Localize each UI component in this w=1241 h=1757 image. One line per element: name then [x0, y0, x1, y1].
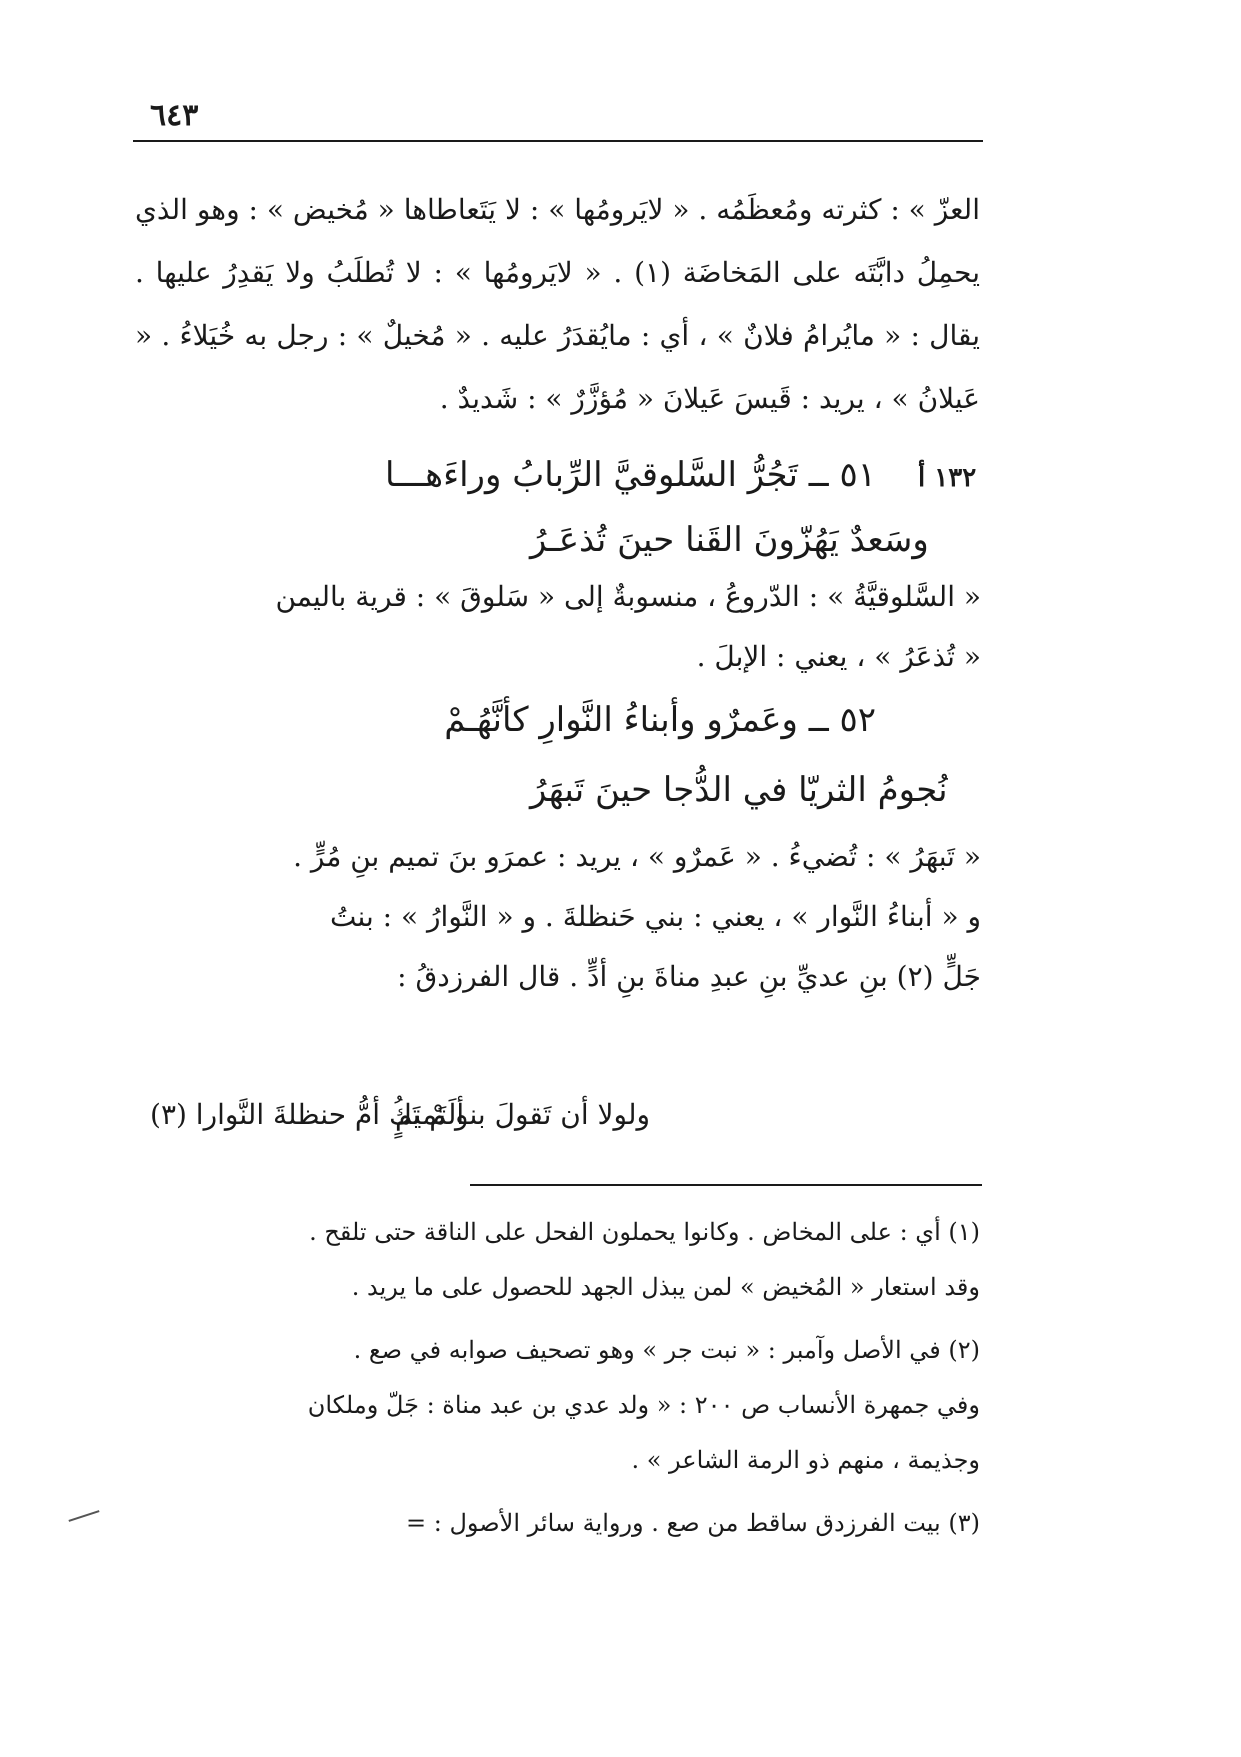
footnote-3: [150, 1496, 980, 1551]
quoted-verse-first-hemistich: ولولا أن تَقولَ بنو تَميمٍ: [395, 1098, 650, 1131]
commentary-52-line: جَلٍّ (٢) بنِ عديِّ بنِ عبدِ مناةَ بنِ أدٍّ . قال الفرزدقُ :: [397, 960, 981, 993]
scan-mark: [68, 1510, 99, 1522]
footnote-rule: [470, 1184, 982, 1186]
footnote-2: [150, 1323, 980, 1488]
manuscript-folio-marker: ١٣٢ أ: [918, 463, 977, 493]
verse-52-first-hemistich: ٥٢ ــ وعَمرٌو وأبناءُ النَّوارِ كأنَّهُـمْ: [444, 700, 876, 740]
footnote-line: وفي جمهرة الأنساب ص ٢٠٠ : « ولد عدي بن عبد مناة : جَلّ وملكان: [307, 1391, 980, 1419]
page-number: ٦٤٣: [150, 98, 199, 133]
commentary-52-line: و « أبناءُ النَّوار » ، يعني : بني حَنظلةَ . و « النَّوارُ » : بنتُ: [330, 900, 981, 933]
footnote-line: وقد استعار « المُخيض » لمن يبذل الجهد للحصول على ما يريد .: [351, 1273, 980, 1301]
verse-51-second-hemistich: وسَعدٌ يَهُزّونَ القَنا حينَ تُذعَـرُ: [530, 520, 929, 560]
verse-52-second-hemistich: نُجومُ الثريّا في الدُّجا حينَ تَبهَرُ: [530, 770, 948, 810]
footnote-line: (٣) بيت الفرزدق ساقط من صع . ورواية سائر الأصول : =: [406, 1509, 980, 1537]
commentary-51-line: « تُذعَرُ » ، يعني : الإبلَ .: [696, 640, 981, 673]
footnote-line: وجذيمة ، منهم ذو الرمة الشاعر » .: [631, 1446, 980, 1474]
body-paragraph: العزّ » : كثرته ومُعظَمُه . « لايَرومُها » : لا يَتَعاطاها « مُخيض » : وهو الذي يحمِلُ دابَّتَه على المَخاضَة (١) . « لايَرومُها » : لا تُطلَبُ ولا يَقدِرُ عليها . يقال : « مايُرامُ فلانٌ » ، أي : مايُقدَرُ عليه . « مُخيلٌ » : رجل به خُيَلاءُ . « عَيلانُ » ، يريد : قَيسَ عَيلانَ « مُؤزَّرٌ » : شَديدٌ .: [135, 193, 981, 415]
verse-51-first-hemistich: ٥١ ــ تَجُرُّ السَّلوقيَّ الرِّبابُ وراءَهـــا: [384, 455, 876, 495]
commentary-52-line: « تَبهَرُ » : تُضيءُ . « عَمرٌو » ، يريد : عمرَو بنَ تميم بنِ مُرٍّ .: [293, 840, 981, 873]
quoted-verse: [150, 1098, 980, 1148]
quoted-verse-second-hemistich: ألَمْ تَكُ أمُّ حنظلةَ النَّوارا (٣): [150, 1098, 465, 1131]
footnote-line: (١) أي : على المخاض . وكانوا يحملون الفحل على الناقة حتى تلقح .: [309, 1218, 980, 1246]
footnote-line: (٢) في الأصل وآمبر : « نبت جر » وهو تصحيف صوابه في صع .: [353, 1336, 980, 1364]
commentary-51-line: « السَّلوقيَّةُ » : الدّروعُ ، منسوبةٌ إلى « سَلوقَ » : قرية باليمن: [275, 580, 981, 613]
header-rule: [133, 140, 983, 142]
footnotes: [150, 1205, 980, 1559]
body-text: [135, 178, 980, 430]
footnote-1: [150, 1205, 980, 1315]
